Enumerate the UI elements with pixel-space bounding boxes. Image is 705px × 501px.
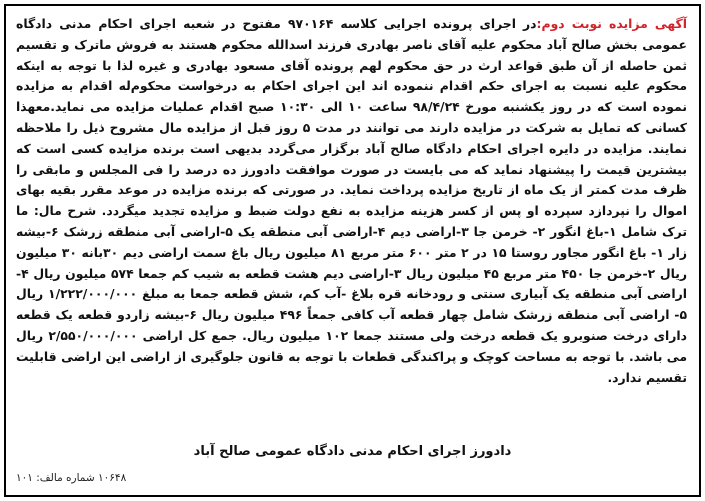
notice-signature: دادورز اجرای احکام مدنی دادگاه عمومی صالح آباد: [193, 444, 512, 459]
notice-frame: [4, 4, 701, 497]
notice-text: در اجرای پرونده اجرایی کلاسه ۹۷۰۱۶۴ مفتوح در شعبه اجرای احکام مدنی دادگاه عمومی بخش صالح آباد محکوم علیه آقای ناصر بهادری فرزند اسدالله محکوم هستند به فروش ماترک و تقسیم ثمن حاصله از آن طبق قواعد ارث در حق محکوم لهم پرونده آقای مسعود بهادری و غیره لذا با توجه به اینکه محکوم علیه نسبت به اجرای حکم اقدام ننموده اند این اجرای احکام به درخواست محکوم‌له اقدام به مزایده نموده است که در روز یکشنبه مورخ ۹۸/۴/۲۴ ساعت ۱۰ الی ۱۰:۳۰ صبح اقدام عملیات مزایده می نماید.معهذا کسانی که تمایل به شرکت در مزایده دارند می توانند در مدت ۵ روز قبل از مزایده مال مشروح ذیل را ملاحظه نمایند. مزایده در دایره اجرای احکام دادگاه صالح آباد برگزار می‌گردد بدیهی است برنده مزایده کسی است که بیشترین قیمت را پیشنهاد نماید که می بایست در صورت موافقت دادورز ده درصد را فی المجلس و مابقی را ظرف مدت کمتر از یک ماه از تاریخ مزایده پرداخت نماید. در صورتی که برنده مزایده در موعد مقرر بقیه بهای اموال را نپردازد سپرده او پس از کسر هزینه مزایده به نفع دولت ضبط و مزایده تجدید میگردد. شرح مال: ما ترک شامل ۱-باغ انگور ۲- خرمن جا ۳-اراضی دیم ۴-اراضی آبی منطقه یک ۵-اراضی آبی منطقه زرشک ۶-بیشه زار ۱- باغ انگور مجاور روستا ۱۵ در ۲ متر ۶۰۰ متر مربع ۸۱ میلیون ریال باغ سمت اراضی دیم ۳۰بانه ۳۰ میلیون ریال ۲-خرمن جا ۴۵۰ متر مربع ۴۵ میلیون ریال ۳-اراضی دیم هشت قطعه به شیب کم جمعا ۵۷۴ میلیون ریال ۴-اراضی آبی منطقه یک آبیاری سنتی و رودخانه قره بلاغ -آب کم، شش قطعه جمعا به مبلغ ۱/۲۲۲/۰۰۰/۰۰۰ ریال ۵- اراضی آبی منطقه زرشک شامل چهار قطعه آب کافی جمعاً ۴۹۶ میلیون ریال ۶-بیشه زاردو قطعه یک قطعه دارای درخت صنوبرو یک قطعه درخت ولی مستند جمعا ۱۰۲ میلیون ریال. جمع کل اراضی ۲/۵۵۰/۰۰۰/۰۰۰ ریال می باشد. با توجه به مساحت کوچک و پراکندگی قطعات با توجه به قانون جلوگیری از اراضی این اراضی قابلیت تقسیم ندارد.: [16, 16, 688, 385]
notice-body: [16, 14, 687, 388]
notice-title: آگهی مزایده نوبت دوم:: [536, 16, 688, 31]
notice-footer: ۱۰۶۴۸ شماره مالف: ۱۰۱: [16, 472, 127, 484]
